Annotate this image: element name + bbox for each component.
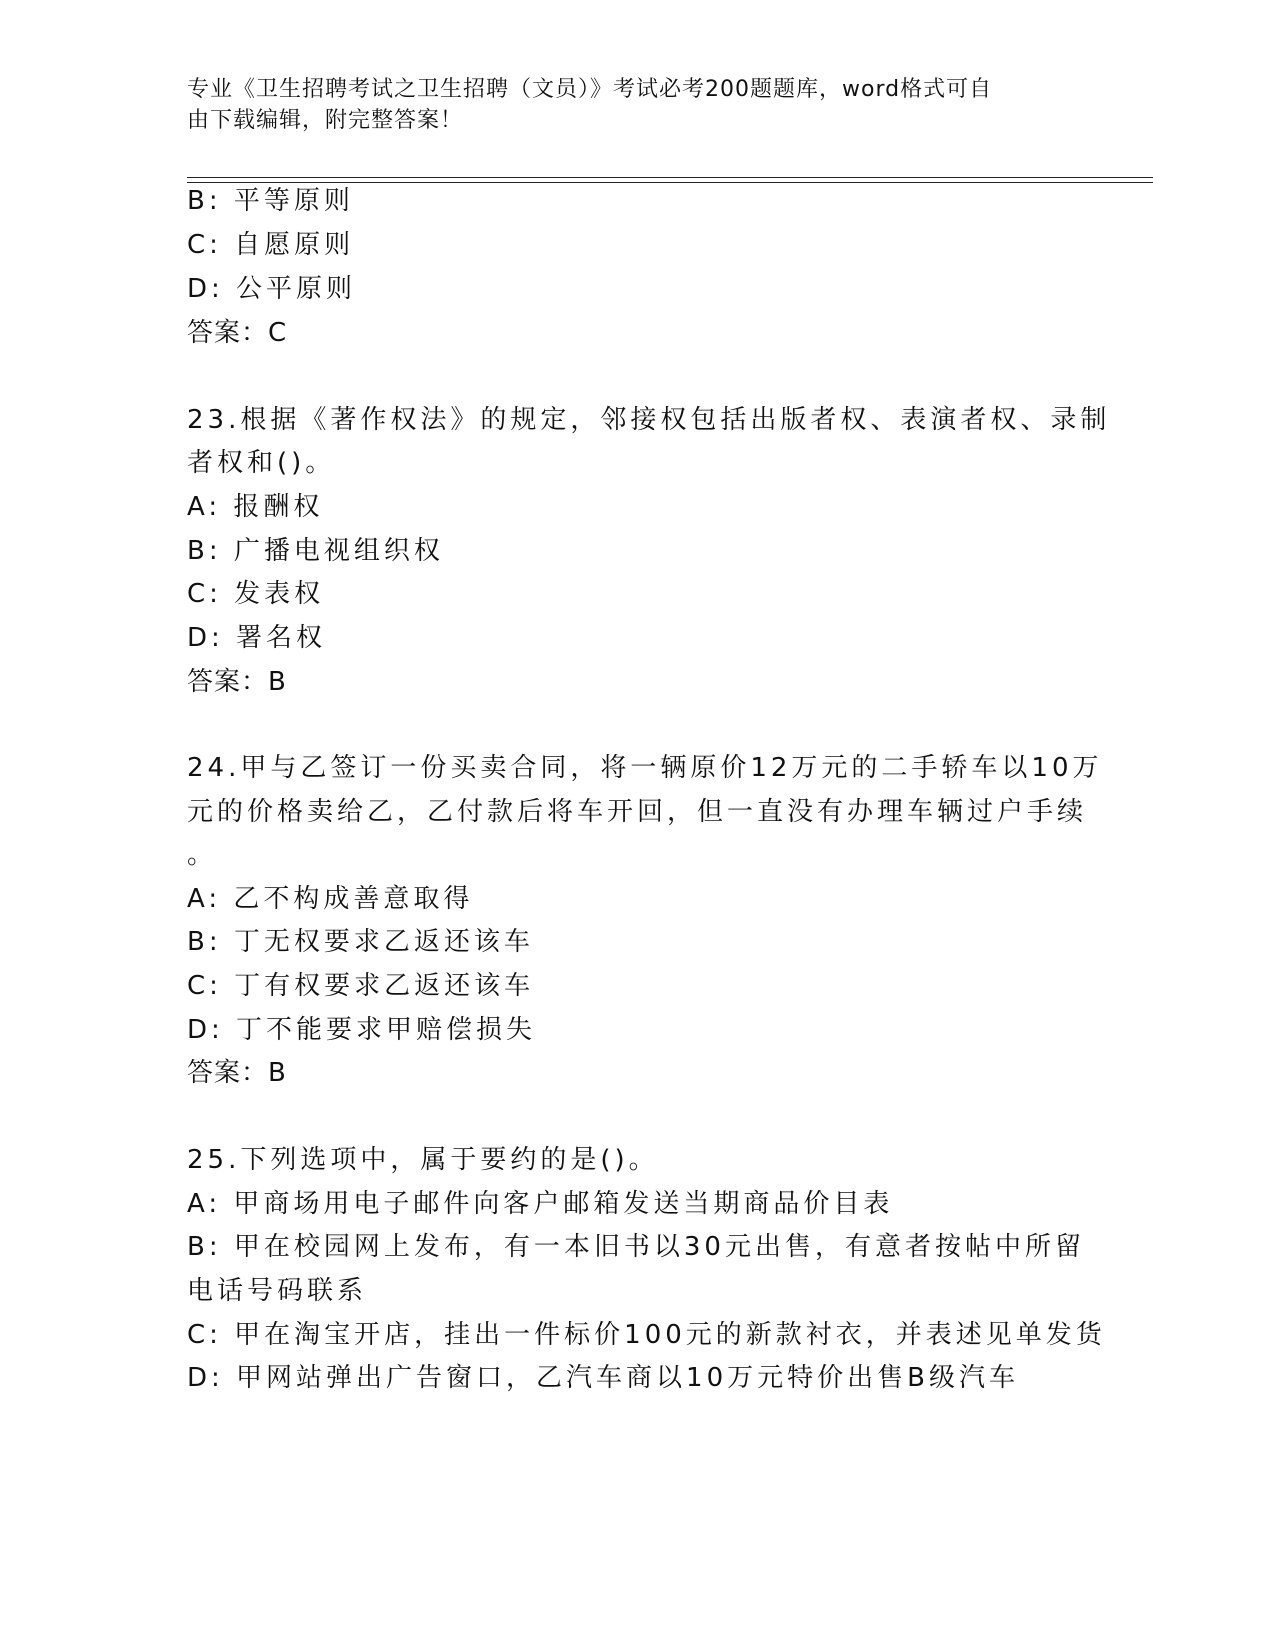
q25-option-c: C: 甲在淘宝开店，挂出一件标价100元的新款衬衣，并表述见单发货 [187, 1320, 1106, 1350]
q24-answer: 答案：B [187, 1058, 287, 1088]
q24-option-c: C: 丁有权要求乙返还该车 [187, 971, 535, 1001]
q23-option-d: D: 署名权 [187, 623, 327, 653]
header-line-2: 由下载编辑，附完整答案！ [187, 108, 464, 133]
q24-stem-line-2: 元的价格卖给乙，乙付款后将车开回，但一直没有办理车辆过户手续 [187, 797, 1088, 827]
document-header [187, 74, 1067, 136]
q25-option-a: A: 甲商场用电子邮件向客户邮箱发送当期商品价目表 [187, 1189, 894, 1219]
q25-option-b-line-1: B: 甲在校园网上发布，有一本旧书以30元出售，有意者按帖中所留 [187, 1232, 1085, 1262]
prev-option-c: C: 自愿原则 [187, 230, 355, 260]
q23-stem-line-2: 者权和()。 [187, 448, 336, 478]
q23-option-b: B: 广播电视组织权 [187, 536, 444, 566]
q25-option-d: D: 甲网站弹出广告窗口，乙汽车商以10万元特价出售B级汽车 [187, 1363, 1019, 1393]
q24-option-d: D: 丁不能要求甲赔偿损失 [187, 1015, 537, 1045]
q23-answer: 答案：B [187, 667, 287, 697]
q24-option-a: A: 乙不构成善意取得 [187, 884, 474, 914]
q23-option-a: A: 报酬权 [187, 492, 324, 522]
q25-option-b-line-2: 电话号码联系 [187, 1276, 368, 1306]
header-line-1: 专业《卫生招聘考试之卫生招聘（文员）》考试必考200题题库，word格式可自 [187, 77, 993, 102]
q23-stem-line-1: 23.根据《著作权法》的规定，邻接权包括出版者权、表演者权、录制 [187, 405, 1111, 435]
header-divider [187, 177, 1153, 183]
q23-option-c: C: 发表权 [187, 579, 325, 609]
prev-option-b: B: 平等原则 [187, 186, 354, 216]
q24-stem-line-3: 。 [187, 840, 218, 870]
q24-option-b: B: 丁无权要求乙返还该车 [187, 927, 534, 957]
prev-option-d: D: 公平原则 [187, 274, 357, 304]
q25-stem-line-1: 25.下列选项中，属于要约的是()。 [187, 1145, 659, 1175]
prev-answer: 答案：C [187, 318, 288, 348]
q24-stem-line-1: 24.甲与乙签订一份买卖合同，将一辆原价12万元的二手轿车以10万 [187, 753, 1103, 783]
